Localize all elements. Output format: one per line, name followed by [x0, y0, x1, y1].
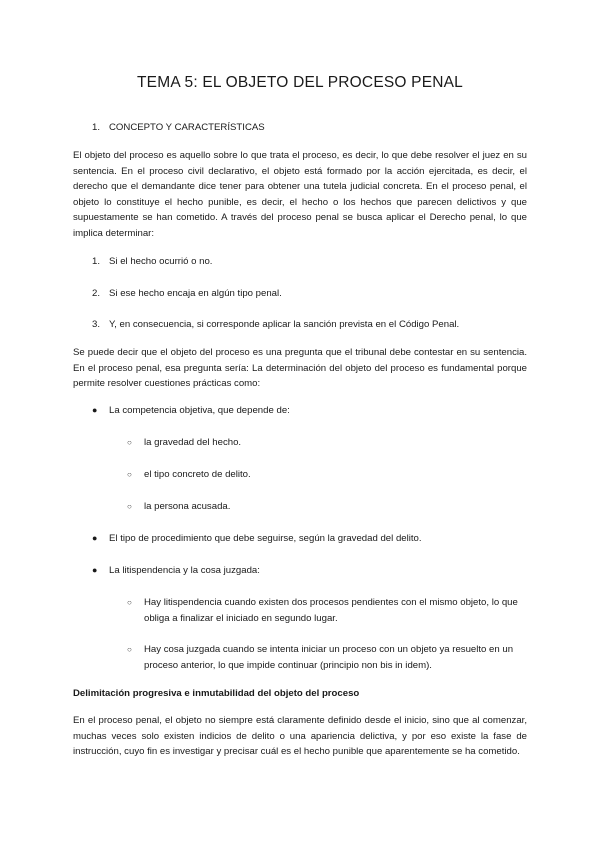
sub-bullet-item [127, 642, 528, 673]
bullet-icon: ● [92, 533, 98, 543]
section-heading-1 [92, 122, 265, 133]
bullet-item [92, 403, 528, 419]
sub-bullet-text: la persona acusada. [144, 501, 231, 512]
section-heading-text: CONCEPTO Y CARACTERÍSTICAS [109, 122, 265, 133]
sub-bullet-item [127, 435, 528, 451]
bullet-text: El tipo de procedimiento que debe seguirse, según la gravedad del delito. [109, 533, 422, 544]
bullet-icon: ● [92, 405, 98, 415]
sub-bullet-item [127, 595, 528, 626]
bullet-text: La competencia objetiva, que depende de: [109, 405, 290, 416]
circle-bullet-icon: ○ [127, 438, 132, 447]
circle-bullet-icon: ○ [127, 502, 132, 511]
sub-bullet-item [127, 467, 528, 483]
bullet-icon: ● [92, 565, 98, 575]
paragraph-delimitation: En el proceso penal, el objeto no siempre está claramente definido desde el inicio, sino que al comenzar, muchas veces solo existen indicios de delito o una apariencia delictiva, y por eso existe la fase de instrucción, cuyo fin es investigar y precisar cuál es el hecho punible que aparentemente se ha cometido. [73, 715, 527, 757]
bullet-item [92, 531, 528, 547]
sub-bullet-item [127, 499, 528, 515]
circle-bullet-icon: ○ [127, 470, 132, 479]
numbered-item [92, 319, 459, 330]
numbered-item [92, 288, 282, 299]
item-number: 1. [92, 256, 101, 267]
item-text: Y, en consecuencia, si corresponde aplicar la sanción prevista en el Código Penal. [109, 319, 460, 330]
page-title: TEMA 5: EL OBJETO DEL PROCESO PENAL [137, 74, 463, 91]
bullet-item [92, 563, 528, 579]
item-text: Si ese hecho encaja en algún tipo penal. [109, 288, 282, 299]
circle-bullet-icon: ○ [127, 645, 132, 654]
circle-bullet-icon: ○ [127, 598, 132, 607]
sub-bullet-text: la gravedad del hecho. [144, 437, 242, 448]
numbered-item [92, 256, 212, 267]
item-number: 3. [92, 319, 101, 330]
sub-bullet-text: Hay cosa juzgada cuando se intenta iniciar un proceso con un objeto ya resuelto en un proceso anterior, lo que impide continuar (principio non bis in idem). [144, 644, 514, 671]
bullet-text: La litispendencia y la cosa juzgada: [109, 565, 260, 576]
paragraph-question: Se puede decir que el objeto del proceso es una pregunta que el tribunal debe contestar en su sentencia. En el proceso penal, esa pregunta sería: La determinación del objeto del proceso es fundamental porque permite resolver cuestiones prácticas como: [73, 347, 527, 389]
item-text: Si el hecho ocurrió o no. [109, 256, 213, 267]
paragraph-intro: El objeto del proceso es aquello sobre lo que trata el proceso, es decir, lo que debe resolver el juez en su sentencia. En el proceso civil declarativo, el objeto está formado por la acción ejercitada, es decir, el derecho que el demandante dice tener para obtener una tutela judicial concreta. En el proceso penal, el objeto lo constituye el hecho punible, es decir, el hecho o los hechos que parecen delictivos y que supuestamente se han cometido. A través del proceso penal se busca aplicar el Derecho penal, lo que implica determinar: [73, 150, 527, 239]
sub-bullet-text: Hay litispendencia cuando existen dos procesos pendientes con el mismo objeto, lo que obliga a finalizar el iniciado en segundo lugar. [144, 597, 518, 624]
section-number: 1. [92, 122, 101, 133]
section-heading-2: Delimitación progresiva e inmutabilidad del objeto del proceso [73, 688, 360, 699]
sub-bullet-text: el tipo concreto de delito. [144, 469, 251, 480]
item-number: 2. [92, 288, 101, 299]
